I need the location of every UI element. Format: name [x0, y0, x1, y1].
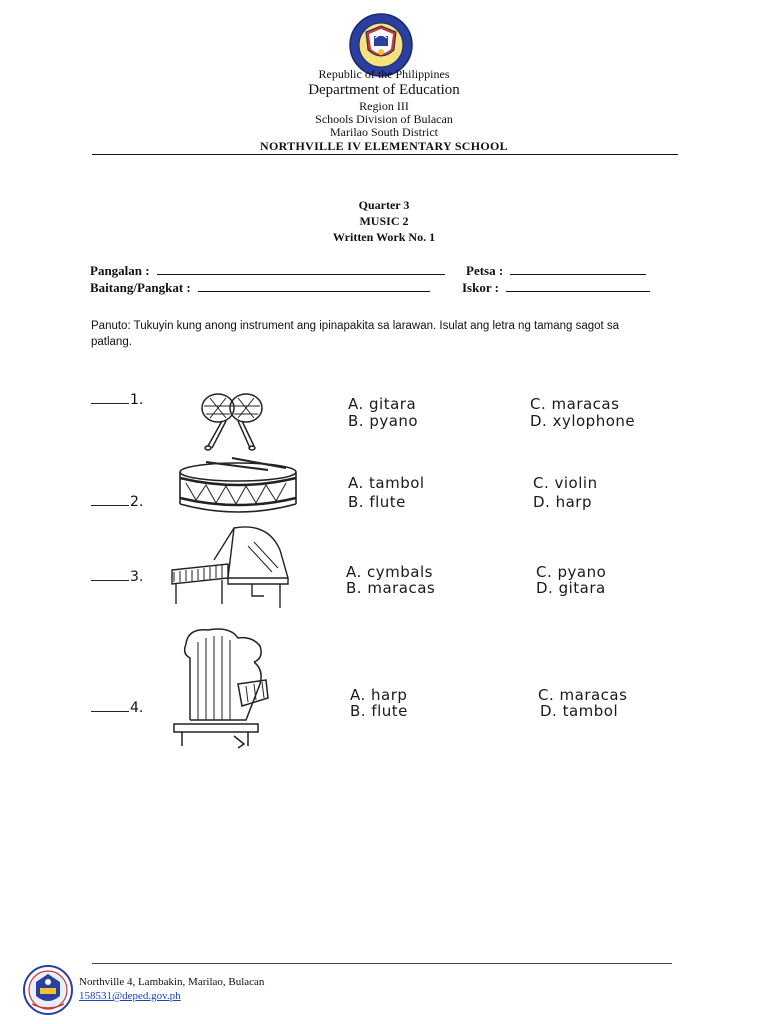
piano-icon: [168, 520, 298, 612]
name-blank[interactable]: [157, 263, 445, 275]
answer-line[interactable]: [91, 497, 129, 506]
drum-icon: [176, 456, 300, 518]
date-blank[interactable]: [510, 263, 646, 275]
grade-label: Baitang/Pangkat :: [90, 280, 191, 295]
question-2-option-d: D. harp: [533, 493, 592, 511]
grade-blank[interactable]: [198, 280, 430, 292]
school-logo: [22, 964, 74, 1016]
question-3-option-b: B. maracas: [346, 579, 436, 597]
department-name: Department of Education: [308, 82, 460, 98]
footer-email-link[interactable]: 158531@deped.gov.ph: [79, 990, 181, 1002]
question-3-option-c: C. pyano: [536, 563, 607, 581]
question-2-option-c: C. violin: [533, 474, 598, 492]
question-3-option-d: D. gitara: [536, 579, 606, 597]
header-divider: [92, 154, 678, 155]
question-1-blank[interactable]: [91, 392, 143, 408]
question-2-option-b: B. flute: [348, 493, 406, 511]
subject-label: MUSIC 2: [359, 214, 409, 228]
question-1-option-b: B. pyano: [348, 412, 419, 430]
date-label: Petsa :: [466, 263, 504, 278]
harp-icon: [168, 624, 280, 750]
question-number: 3.: [130, 569, 144, 585]
question-1-option-a: A. gitara: [348, 395, 417, 413]
score-blank[interactable]: [506, 280, 650, 292]
region-line: Region III: [359, 99, 409, 113]
footer-address: Northville 4, Lambakin, Marilao, Bulacan: [79, 976, 265, 988]
question-4-option-d: D. tambol: [540, 702, 619, 720]
school-name: NORTHVILLE IV ELEMENTARY SCHOOL: [260, 139, 508, 153]
question-4-option-a: A. harp: [350, 686, 408, 704]
question-1-option-c: C. maracas: [530, 395, 620, 413]
footer-divider: [92, 963, 672, 964]
republic-line: Republic of the Philippines: [318, 67, 450, 81]
question-2-blank[interactable]: [91, 494, 143, 510]
answer-line[interactable]: [91, 572, 129, 581]
quarter-label: Quarter 3: [358, 198, 410, 212]
grade-field[interactable]: [90, 280, 430, 295]
question-4-blank[interactable]: [91, 700, 143, 716]
score-label: Iskor :: [462, 280, 499, 295]
answer-line[interactable]: [91, 703, 129, 712]
question-number: 2.: [130, 494, 144, 510]
work-title: Written Work No. 1: [332, 230, 436, 244]
date-field[interactable]: [466, 263, 646, 278]
question-3-option-a: A. cymbals: [346, 563, 433, 581]
district-line: Marilao South District: [330, 125, 438, 139]
question-4-option-b: B. flute: [350, 702, 408, 720]
instructions: [91, 318, 691, 350]
question-1-option-d: D. xylophone: [530, 412, 636, 430]
question-3-blank[interactable]: [91, 569, 143, 585]
instructions-line-2: patlang.: [91, 336, 132, 348]
answer-line[interactable]: [91, 395, 129, 404]
question-number: 1.: [130, 392, 144, 408]
name-label: Pangalan :: [90, 263, 150, 278]
name-field[interactable]: [90, 263, 445, 278]
instructions-line-1: Panuto: Tukuyin kung anong instrument ang ipinapakita sa larawan. Isulat ang letra ng tamang sagot sa: [91, 320, 620, 332]
division-line: Schools Division of Bulacan: [315, 112, 453, 126]
question-4-option-c: C. maracas: [538, 686, 628, 704]
maracas-icon: [190, 388, 280, 452]
question-number: 4.: [130, 700, 144, 716]
question-2-option-a: A. tambol: [348, 474, 425, 492]
score-field[interactable]: [462, 280, 650, 295]
